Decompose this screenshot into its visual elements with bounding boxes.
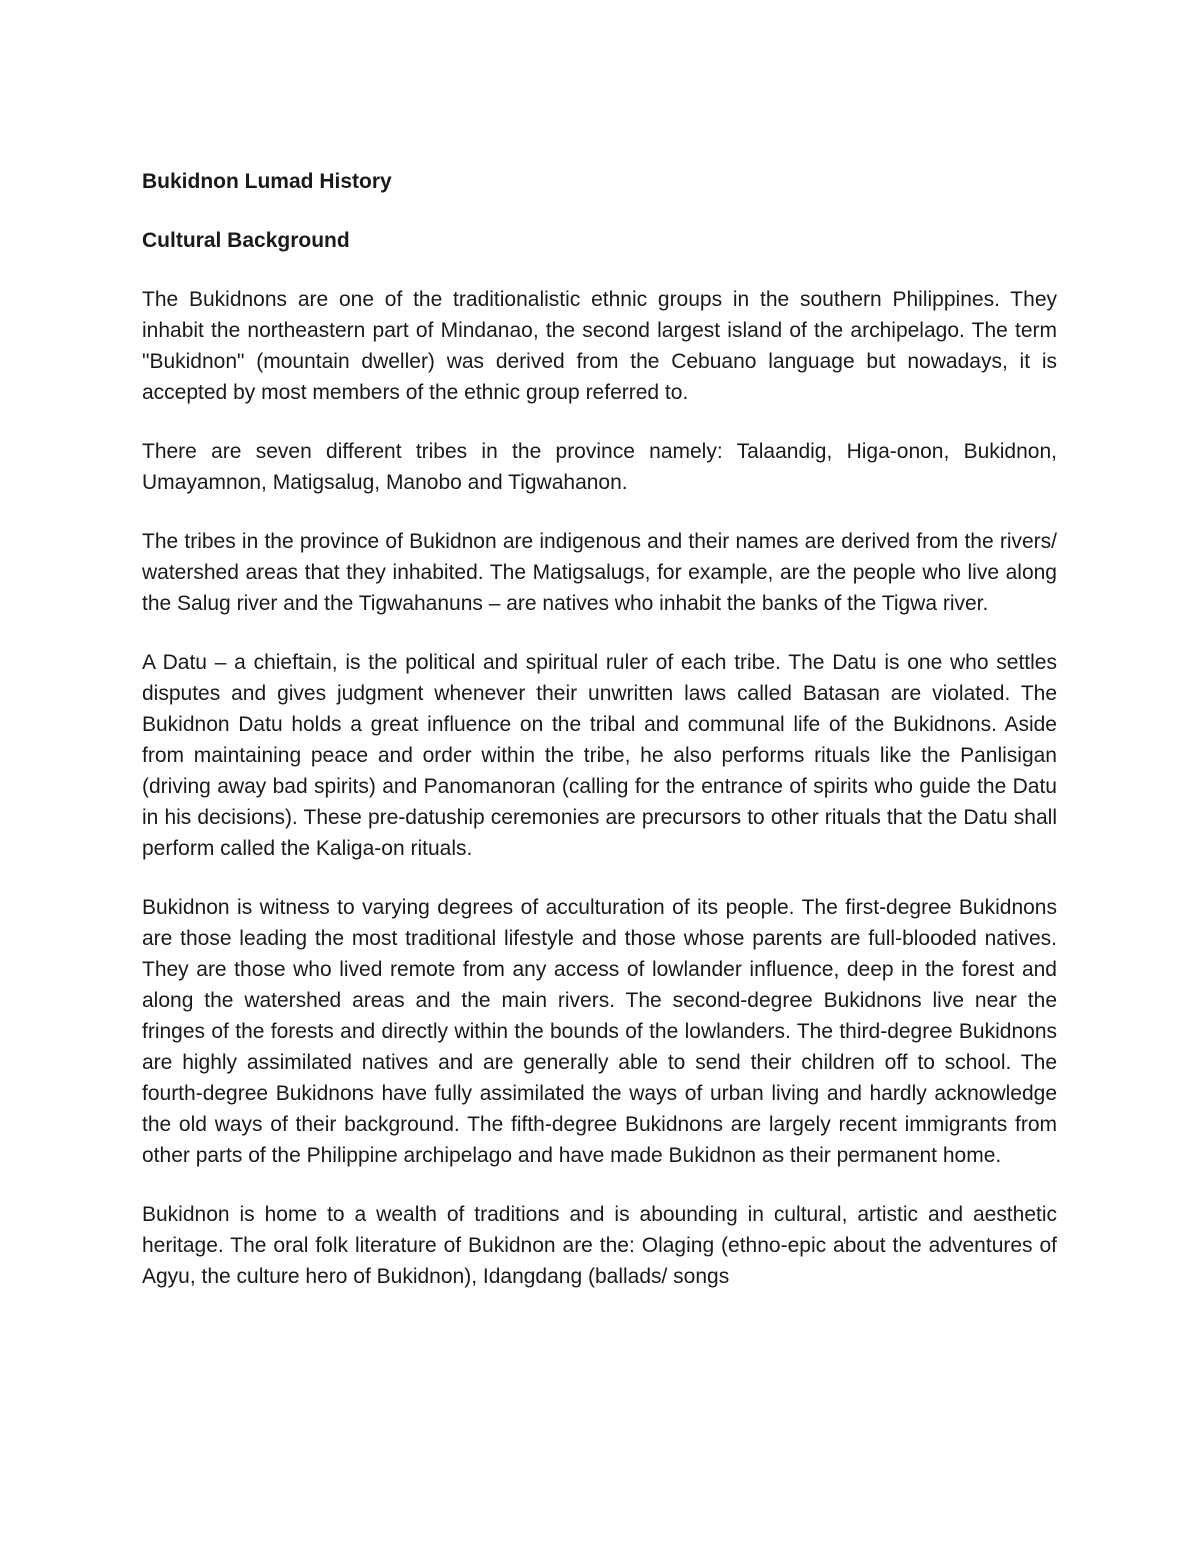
- section-heading: Cultural Background: [142, 229, 350, 252]
- paragraph-acculturation: Bukidnon is witness to varying degrees of acculturation of its people. The first-degree Bukidnons are those leading the most traditional lifestyle and those whose parents are full-blooded natives. They are those who lived remote from any access of lowlander influence, deep in the forest and along the watershed areas and the main rivers. The second-degree Bukidnons live near the fringes of the forests and directly within the bounds of the lowlanders. The third-degree Bukidnons are highly assimilated natives and are generally able to send their children off to school. The fourth-degree Bukidnons have fully assimilated the ways of urban living and hardly acknowledge the old ways of their background. The fifth-degree Bukidnons are largely recent immigrants from other parts of the Philippine archipelago and have made Bukidnon as their permanent home.: [142, 896, 1057, 1167]
- paragraph-traditions: Bukidnon is home to a wealth of traditions and is abounding in cultural, artistic and aesthetic heritage. The oral folk literature of Bukidnon are the: Olaging (ethno-epic about the adventures of Agyu, the culture hero of Bukidnon), Idangdang (ballads/ songs: [142, 1203, 1057, 1288]
- paragraph-indigenous-names: The tribes in the province of Bukidnon are indigenous and their names are derived from the rivers/ watershed areas that they inhabited. The Matigsalugs, for example, are the people who live along the Salug river and the Tigwahanuns – are natives who inhabit the banks of the Tigwa river.: [142, 530, 1057, 615]
- document-title: Bukidnon Lumad History: [142, 170, 392, 193]
- paragraph-tribes: There are seven different tribes in the province namely: Talaandig, Higa-onon, Bukidnon, Umayamnon, Matigsalug, Manobo and Tigwahanon.: [142, 440, 1057, 494]
- document-page: [142, 166, 1057, 1292]
- paragraph-datu: A Datu – a chieftain, is the political and spiritual ruler of each tribe. The Datu is one who settles disputes and gives judgment whenever their unwritten laws called Batasan are violated. The Bukidnon Datu holds a great influence on the tribal and communal life of the Bukidnons. Aside from maintaining peace and order within the tribe, he also performs rituals like the Panlisigan (driving away bad spirits) and Panomanoran (calling for the entrance of spirits who guide the Datu in his decisions). These pre-datuship ceremonies are precursors to other rituals that the Datu shall perform called the Kaliga-on rituals.: [142, 651, 1057, 860]
- paragraph-intro: The Bukidnons are one of the traditionalistic ethnic groups in the southern Philippines. They inhabit the northeastern part of Mindanao, the second largest island of the archipelago. The term "Bukidnon" (mountain dweller) was derived from the Cebuano language but nowadays, it is accepted by most members of the ethnic group referred to.: [142, 288, 1057, 404]
